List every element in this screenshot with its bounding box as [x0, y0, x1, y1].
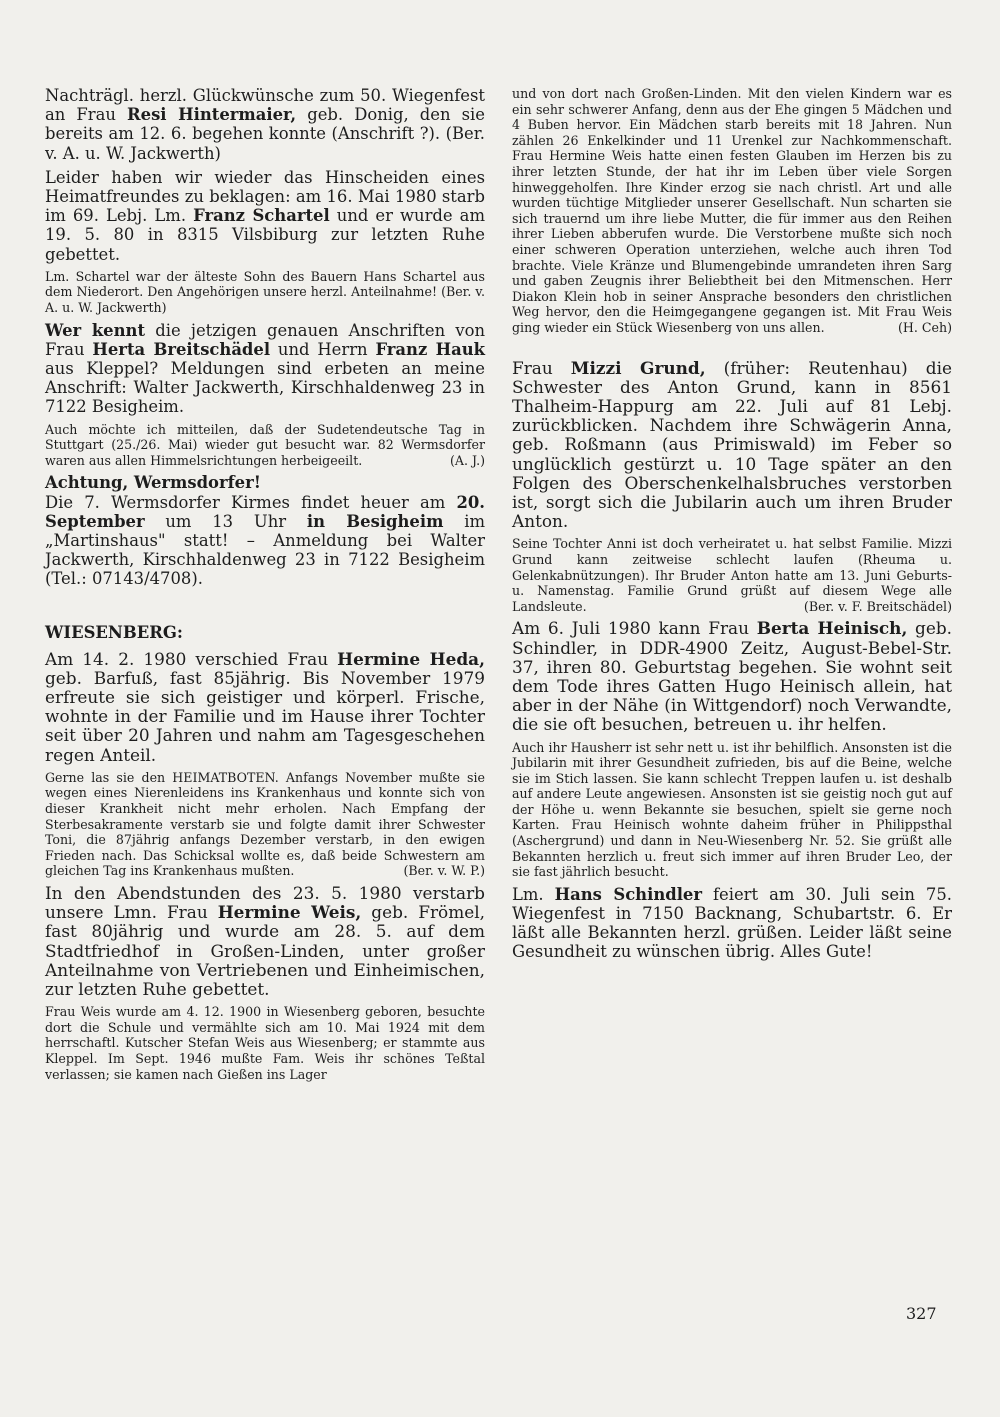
birthday-hintermaier: Nachträgl. herzl. Glückwünsche zum 50. Wiegenfest an Frau Resi Hintermaier, geb. Donig, den sie bereits am 12. 6. begehen konnte (Anschrift ?). (Ber. v. A. u. W. Jackwerth) — [45, 86, 485, 163]
obituary-weis: In den Abendstunden des 23. 5. 1980 verstarb unsere Lmn. Frau Hermine Weis, geb. Frömel, fast 80jährig und wurde am 28. 5. auf dem Stadtfriedhof in Großen-Linden, unter großer Anteilnahme von Vertriebenen und Einheimischen, zur letzten Ruhe gebettet. — [45, 883, 485, 1000]
obituary-schartel-detail: Lm. Schartel war der älteste Sohn des Bauern Hans Schartel aus dem Niederort. Den Angehörigen unsere herzl. Anteilnahme! (Ber. v. A. u. W. Jackwerth) — [45, 268, 485, 316]
right-column — [512, 86, 952, 967]
obituary-heda-detail: Gerne las sie den HEIMATBOTEN. Anfangs November mußte sie wegen eines Nierenleidens ins Krankenhaus und konnte sich von dieser Krankheit nicht mehr erholen. Nach Empfang der Sterbesakramente verstarb sie und folgte damit ihrer Schwester Toni, die 87jährig anfangs Dezember verstarb, in den ewigen Frieden nach. Das Schicksal wollte es, daß beide Schwestern am gleichen Tag ins Krankenhaus mußten. (Ber. v. W. P.) — [45, 769, 485, 879]
obituary-weis-continued: und von dort nach Großen-Linden. Mit den vielen Kindern war es ein sehr schwerer Anfang, denn aus der Ehe gingen 5 Mädchen und 4 Buben hervor. Ein Mädchen starb bereits mit 18 Jahren. Nun zählen 26 Enkelkinder und 11 Urenkel zur Nachkommenschaft. Frau Hermine Weis hatte einen festen Glauben im Herzen bis zu ihrer letzten Stunde, der hat ihr im Leben über viele Sorgen hinweggeholfen. Ihre Kinder erzog sie nach christl. Art und alle wurden tüchtige Mitglieder unserer Gesellschaft. Nun scharten sie sich trauernd um ihre liebe Mutter, die für immer aus den Reihen ihrer Lieben abberufen wurde. Die Verstorbene mußte sich noch einer schweren Operation unterziehen, welche auch ihren Tod brachte. Viele Kränze und Blumengebinde umrandeten ihren Sarg und gaben Zeugnis ihrer Beliebtheit bei den Mitmenschen. Herr Diakon Klein hob in seiner Ansprache besonders den christlichen Weg hervor, den die Heimgegangene gegangen ist. Mit Frau Weis ging wieder ein Stück Wiesenberg von uns allen. (H. Ceh) — [512, 86, 952, 335]
attribution: (Ber. v. F. Breitschädel) — [803, 598, 952, 614]
birthday-heinisch-detail: Auch ihr Hausherr ist sehr nett u. ist ihr behilflich. Ansonsten ist die Jubilarin mit ihrer Gesundheit zufrieden, bis auf die Beine, welche sie im Stich lassen. Sie kann schlecht Treppen laufen u. ist deshalb auf andere Leute angewiesen. Ansonsten ist sie geistig noch gut auf der Höhe u. wenn Bekannte sie besuchen, spielt sie gerne noch Karten. Frau Heinisch wohnte daheim früher in Philippsthal (Aschergrund) und dann in Neu-Wiesenberg Nr. 52. Sie grüßt alle Bekannten herzlich u. freut sich immer auf ihren Bruder Leo, der sie fast jährlich besucht. — [512, 739, 952, 880]
address-search: Wer kennt die jetzigen genauen Anschriften von Frau Herta Breitschädel und Herrn Franz Hauk aus Kleppel? Meldungen sind erbeten an meine Anschrift: Walter Jackwerth, Kirschhaldenweg 23 in 7122 Besigheim. — [45, 320, 486, 417]
obituary-heda: Am 14. 2. 1980 verschied Frau Hermine Heda, geb. Barfuß, fast 85jährig. Bis November 1979 erfreute sie sich geistiger und körperl. Frische, wohnte in der Familie und im Hause ihrer Tochter seit über 20 Jahren und nahm am Tagesgeschehen regen Anteil. — [45, 648, 485, 765]
page-number: 327 — [906, 1304, 937, 1323]
left-column — [45, 86, 485, 1087]
obituary-schartel: Leider haben wir wieder das Hinscheiden eines Heimatfreundes zu beklagen: am 16. Mai 1980 starb im 69. Lebj. Lm. Franz Schartel und er wurde am 19. 5. 80 in 8315 Vilsbiburg zur letzten Ruhe gebettet. — [45, 167, 485, 264]
birthday-grund-detail: Seine Tochter Anni ist doch verheiratet u. hat selbst Familie. Mizzi Grund kann zeitweise schlecht laufen (Rheuma u. Gelenkabnützungen). Ihr Bruder Anton hatte am 13. Juni Geburts- u. Namenstag. Familie Grund grüßt auf diesem Wege alle Landsleute. (Ber. v. F. Breitschädel) — [512, 536, 952, 614]
attribution: (A. J.) — [449, 452, 485, 468]
kirmes-heading: Achtung, Wermsdorfer! — [45, 473, 261, 493]
attribution: (Ber. v. W. P.) — [403, 863, 485, 879]
sudetendeutsche-tag-note: Auch möchte ich mitteilen, daß der Sudetendeutsche Tag in Stuttgart (25./26. Mai) wieder gut besucht war. 82 Wermsdorfer waren aus allen Himmelsrichtungen herbeigeeilt. (A. J.) — [45, 421, 485, 468]
attribution: (H. Ceh) — [897, 319, 952, 335]
birthday-grund: Frau Mizzi Grund, (früher: Reutenhau) die Schwester des Anton Grund, kann in 8561 Thalheim-Happurg am 22. Juli auf 81 Lebj. zurückblicken. Nachdem ihre Schwägerin Anna, geb. Roßmann (aus Primiswald) im Feber so unglücklich gestürzt u. 10 Tage später an den Folgen des Oberschenkelhalsbruches verstorben ist, sorgt sich die Jubilarin auch um ihren Bruder Anton. — [512, 357, 952, 532]
birthday-heinisch: Am 6. Juli 1980 kann Frau Berta Heinisch, geb. Schindler, in DDR-4900 Zeitz, August-Bebel-Str. 37, ihren 80. Geburtstag begehen. Sie wohnt seit dem Tode ihres Gatten Hugo Heinisch allein, hat aber in der Nähe (in Wittgendorf) noch Verwandte, die sie oft besuchen, betreuen u. ihr helfen. — [512, 618, 953, 735]
birthday-schindler: Lm. Hans Schindler feiert am 30. Juli sein 75. Wiegenfest in 7150 Backnang, Schubartstr. 6. Er läßt alle Bekannten herzl. grüßen. Leider läßt seine Gesundheit zu wünschen übrig. Alles Gute! — [512, 884, 952, 962]
kirmes-announcement: Achtung, Wermsdorfer! Die 7. Wermsdorfer Kirmes findet heuer am 20. September um 13 Uhr in Besigheim im „Martinshaus" statt! – Anmeldung bei Walter Jackwerth, Kirschhaldenweg 23 in 7122 Besigheim (Tel.: 07143/4708). — [45, 473, 486, 589]
obituary-weis-detail: Frau Weis wurde am 4. 12. 1900 in Wiesenberg geboren, besuchte dort die Schule und vermählte sich am 10. Mai 1924 mit dem herrschaftl. Kutscher Stefan Weis aus Wiesenberg; er stammte aus Kleppel. Im Sept. 1946 mußte Fam. Weis ihr schönes Teßtal verlassen; sie kamen nach Gießen ins Lager — [45, 1004, 485, 1082]
section-heading-wiesenberg: WIESENBERG: — [45, 622, 183, 642]
